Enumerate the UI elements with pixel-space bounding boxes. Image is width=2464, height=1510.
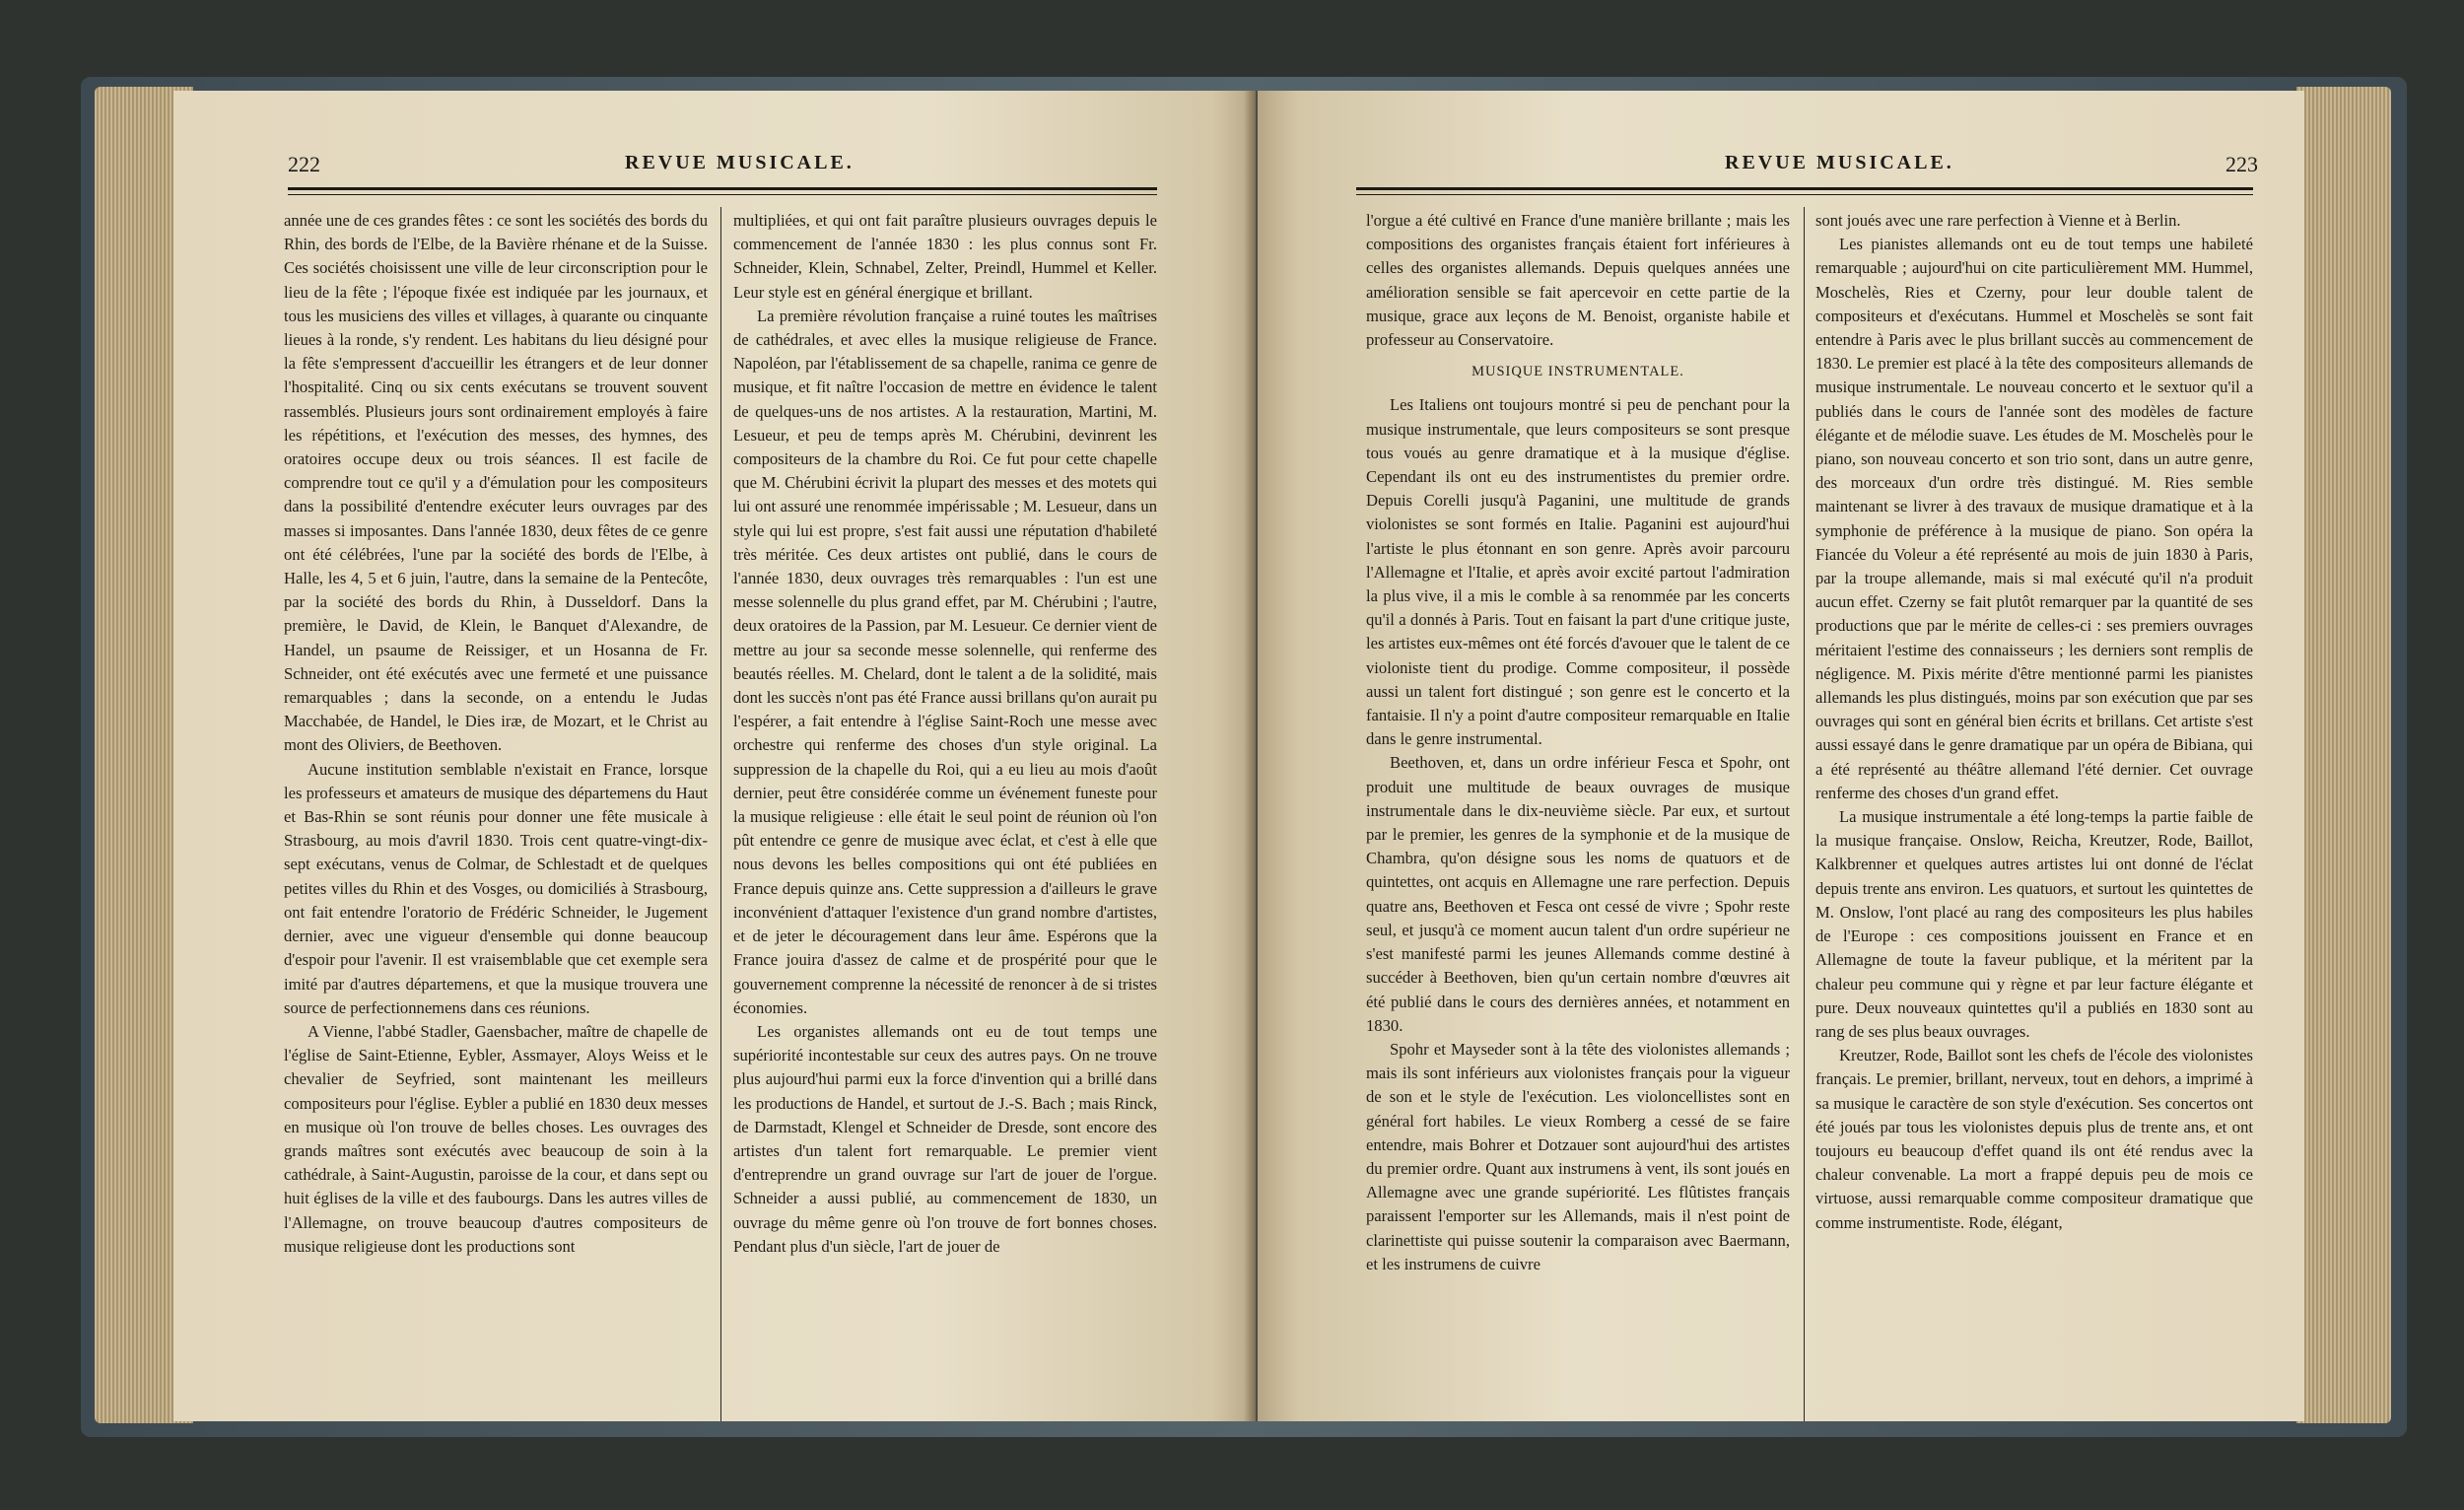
right-page-header — [1258, 152, 2304, 185]
page-edges-right — [2296, 87, 2391, 1423]
paragraph: année une de ces grandes fêtes : ce sont les sociétés des bords du Rhin, des bords de l'Elbe, de la Bavière rhénane et de la Suisse. Ces sociétés choisissent une ville de leur circonscription pour le lieu de la fête ; l'époque fixée est indiquée par les journaux, et tous les musiciens des villes et villages, à quarante ou cinquante lieues à la ronde, s'y rendent. Les habitans du lieu désigné pour la fête s'empressent d'accueillir les étrangers et de leur donner l'hospitalité. Cinq ou six cents exécutans se trouvent souvent rassemblés. Plusieurs jours sont ordinairement employés à faire les répétitions, et l'exécution des messes, des hymnes, des oratoires occupe deux ou trois séances. Il est facile de comprendre tout ce qu'il y a d'émulation pour les compositeurs dans la possibilité d'entendre exécuter leurs ouvrages par des masses si imposantes. Dans l'année 1830, deux fêtes de ce genre ont été célébrées, l'une par la société des bords de l'Elbe, à Halle, les 4, 5 et 6 juin, l'autre, dans la semaine de la Pentecôte, par la société des bords du Rhin, à Dusseldorf. Dans la première, le David, de Klein, le Banquet d'Alexandre, de Handel, un psaume de Reissiger, et un Hosanna de Fr. Schneider, ont été exécutés avec une fermeté et une puissance remarquables ; dans la seconde, on a entendu le Judas Macchabée, de Handel, le Dies iræ, de Mozart, et le Christ au mont des Oliviers, de Beethoven. — [284, 211, 708, 755]
paragraph: Spohr et Mayseder sont à la tête des violonistes allemands ; mais ils sont inférieurs aux violonistes français pour la vigueur de son et le style de l'exécution. Les violoncellistes sont en général fort habiles. Le vieux Romberg a cessé de se faire entendre, mais Bohrer et Dotzauer sont aujourd'hui des artistes du premier ordre. Quant aux instrumens à vent, ils sont joués en Allemagne avec une grande supériorité. Les flûtistes français paraissent l'emporter sur les Allemands, mais il n'est point de clarinettiste qui puisse soutenir la comparaison avec Baermann, et les instrumens de cuivre — [1366, 1039, 1790, 1273]
paragraph: Les pianistes allemands ont eu de tout temps une habileté remarquable ; aujourd'hui on cite particulièrement MM. Hummel, Moschelès, Ries et Czerny, pour leur double talent de compositeurs et d'exécutans. Hummel et Moschelès se sont fait entendre à Paris avec le plus brillant succès au commencement de 1830. Le premier est placé à la tête des compositeurs allemands de musique instrumentale. Le nouveau concerto et le sextuor qu'il a publiés dans le cours de l'année sont des modèles de facture élégante et de mélodie suave. Les études de M. Moschelès pour le piano, son nouveau concerto et son trio sont, dans un autre genre, des morceaux d'un ordre très distingué. M. Ries semble maintenant se livrer à des travaux de musique dramatique et à la symphonie de préférence à la musique de piano. Son opéra la Fiancée du Voleur a été représenté au mois de juin 1830 à Paris, par la troupe allemande, mais si mal exécuté qu'il n'a produit aucun effet. Czerny se fait plutôt remarquer par la quantité de ses productions que par le mérite de celles-ci : ses premiers ouvrages méritaient l'estime des connaisseurs ; les derniers sont remplis de négligence. M. Pixis mérite d'être mentionné parmi les pianistes allemands les plus distingués, moins par son exécution que par ses ouvrages qui sont en général bien écrits et brillans. Cet artiste s'est aussi essayé dans le genre dramatique par un opéra de Bibiana, qui a été représenté au théâtre allemand l'été dernier. Cet ouvrage renferme des choses d'un grand effet. — [1815, 235, 2253, 802]
paragraph: Les organistes allemands ont eu de tout temps une supériorité incontestable sur ceux des autres pays. On ne trouve plus aujourd'hui parmi eux la force d'invention qui a brillé dans les productions de Handel, et surtout de J.-S. Bach ; mais Rinck, de Darmstadt, Klengel et Schneider de Dresde, sont encore des artistes d'un talent fort remarquable. Le premier vient d'entreprendre un grand ouvrage sur l'art de jouer de l'orgue. Schneider a aussi publié, au commencement de 1830, un ouvrage du même genre où l'on trouve de fort bonnes choses. Pendant plus d'un siècle, l'art de jouer de — [733, 1021, 1157, 1256]
left-page-header — [173, 152, 1256, 185]
column-divider — [720, 207, 721, 1421]
page-number: 223 — [2225, 152, 2258, 176]
paragraph: La première révolution française a ruiné toutes les maîtrises de cathédrales, et avec elles la musique religieuse de France. Napoléon, par l'établissement de sa chapelle, ranima ce genre de musique, et fit naître l'occasion de mettre en évidence le talent de quelques-uns de nos artistes. A la restauration, Martini, M. Lesueur, et peu de temps après M. Chérubini, devinrent les compositeurs de la chambre du Roi. Ce fut pour cette chapelle que M. Chérubini écrivit la plupart des messes et des motets qui lui ont assuré une renommée impérissable ; M. Lesueur, dans un style qui lui est propre, s'est fait aussi une réputation d'habileté très méritée. Ces deux artistes ont publié, dans le cours de l'année 1830, deux ouvrages très remarquables : l'un est une messe solennelle du plus grand effet, par M. Chérubini ; l'autre, deux oratoires de la Passion, par M. Lesueur. Ce dernier vient de mettre au jour sa seconde messe solennelle, qui renferme des beautés réelles. M. Chelard, dont le talent a de la solidité, mais dont les succès n'ont pas été France aussi brillans qu'on aurait pu l'espérer, a fait entendre à l'église Saint-Roch une messe avec orchestre qui renferme des choses d'un style original. La suppression de la chapelle du Roi, qui a eu lieu au mois d'août dernier, peut être considérée comme un événement funeste pour la musique religieuse : elle était le seul point de réunion où l'on pût entendre ce genre de musique avec éclat, et c'est à elle que nous devons les belles compositions qui ont été publiées en France depuis quinze ans. Cette suppression a d'ailleurs le grave inconvénient d'attaquer l'existence d'un grand nombre d'artistes, et de jeter le découragement dans leur âme. Espérons que la France jouira d'assez de calme et de prospérité pour que le gouvernement comprenne la nécessité de renoncer à de si tristes économies. — [733, 306, 1157, 1017]
paragraph: l'orgue a été cultivé en France d'une manière brillante ; mais les compositions des organistes français étaient fort inférieures à celles des organistes allemands. Depuis quelques années une amélioration sensible se fait apercevoir en cette partie de la musique, grace aux leçons de M. Benoist, organiste habile et professeur au Conservatoire. — [1366, 211, 1790, 350]
paragraph: multipliées, et qui ont fait paraître plusieurs ouvrages depuis le commencement de l'année 1830 : les plus connus sont Fr. Schneider, Klein, Schnabel, Zelter, Preindl, Hummel et Keller. Leur style est en général énergique et brillant. — [733, 211, 1157, 302]
header-rule — [288, 187, 1157, 190]
page-number: 222 — [288, 152, 320, 176]
paragraph: Aucune institution semblable n'existait en France, lorsque les professeurs et amateurs de musique des départemens du Haut et Bas-Rhin se sont réunis pour donner une fête musicale à Strasbourg, au mois d'avril 1830. Trois cent quatre-vingt-dix-sept exécutans, venus de Colmar, de Schlestadt et de quelques petites villes du Rhin et des Vosges, ou domiciliés à Strasbourg, ont fait entendre l'oratorio de Frédéric Schneider, le Jugement dernier, avec une vigueur d'ensemble qui donne beaucoup d'espoir pour l'avenir. Il est vraisemblable que cet exemple sera imité par d'autres départemens, et que la musique trouvera une source de perfectionnemens dans ces réunions. — [284, 759, 708, 1017]
paragraph: La musique instrumentale a été long-temps la partie faible de la musique française. Onslow, Reicha, Kreutzer, Rode, Baillot, Kalkbrenner et quelques autres artistes lui ont donné de l'éclat depuis trente ans environ. Les quatuors, et surtout les quintettes de M. Onslow, l'ont placé au rang des compositeurs les plus habiles de l'Europe : ces compositions jouissent en France et en Allemagne de toute la faveur publique, et la méritent par la chaleur peu commune qui y règne et par leur facture élégante et pure. Deux nouveaux quintettes qu'il a publiés en 1830 sont au rang de ses plus beaux ouvrages. — [1815, 807, 2253, 1041]
running-title: REVUE MUSICALE. — [625, 152, 855, 173]
header-rule-thin — [1356, 194, 2253, 195]
header-rule — [1356, 187, 2253, 190]
section-heading: MUSIQUE INSTRUMENTALE. — [1472, 364, 1684, 380]
left-page — [173, 91, 1256, 1421]
paragraph: Beethoven, et, dans un ordre inférieur Fesca et Spohr, ont produit une multitude de beaux ouvrages de musique instrumentale dans le dix-neuvième siècle. Par eux, et surtout par le premier, les genres de la symphonie et de la musique de Chambra, qu'on désigne sous les noms de quatuors et de quintettes, ont acquis en Allemagne une rare perfection. Depuis quatre ans, Beethoven et Fesca ont cessé de vivre ; Spohr reste seul, et jusqu'à ce moment aucun talent d'un ordre supérieur ne s'est manifesté parmi les jeunes Allemands comme destiné à succéder à Beethoven, bien qu'un certain nombre d'œuvres ait été publié dans le cours des dernières années, et notamment en 1830. — [1366, 753, 1790, 1035]
text-column-2 — [1815, 209, 2253, 1417]
text-column-1 — [284, 209, 708, 1417]
column-divider — [1804, 207, 1805, 1421]
paragraph: Les Italiens ont toujours montré si peu de penchant pour la musique instrumentale, que leurs compositeurs se sont presque tous voués au genre dramatique et à la musique d'église. Cependant ils ont eu des instrumentistes du premier ordre. Depuis Corelli jusqu'à Paganini, une multitude de grands violonistes se sont formés en Italie. Paganini est aujourd'hui l'artiste le plus étonnant en son genre. Après avoir parcouru l'Allemagne et l'Italie, et après avoir excité partout l'admiration la plus vive, il a mis le comble à sa renommée par les concerts qu'il a donnés à Paris. Tout en faisant la part d'une critique juste, les artistes eux-mêmes ont été forcés d'avouer que le talent de ce violoniste tient du prodige. Comme compositeur, il possède aussi un talent fort distingué ; son genre est le concerto et la fantaisie. Il n'y a point d'autre compositeur remarquable en Italie dans le genre instrumental. — [1366, 395, 1790, 749]
paragraph: A Vienne, l'abbé Stadler, Gaensbacher, maître de chapelle de l'église de Saint-Etienne, Eybler, Assmayer, Aloys Weiss et le chevalier de Seyfried, sont maintenant les meilleurs compositeurs pour l'église. Eybler a publié en 1830 deux messes en musique où l'on trouve de belles choses. Les ouvrages des grands maîtres sont exécutés avec beaucoup de soin à la cathédrale, à Saint-Augustin, paroisse de la cour, et dans sept ou huit églises de la ville et des faubourgs. Dans les autres villes de l'Allemagne, on trouve beaucoup d'autres compositeurs de musique religieuse dont les productions sont — [284, 1021, 708, 1256]
text-column-2 — [733, 209, 1157, 1417]
text-column-1 — [1366, 209, 1790, 1417]
paragraph: sont joués avec une rare perfection à Vienne et à Berlin. — [1815, 211, 2181, 230]
running-title: REVUE MUSICALE. — [1725, 152, 1954, 173]
header-rule-thin — [288, 194, 1157, 195]
paragraph: Kreutzer, Rode, Baillot sont les chefs de l'école des violonistes français. Le premier, brillant, nerveux, tout en dehors, a imprimé à sa musique le caractère de son style d'exécution. Ses concertos ont été joués par tous les violonistes depuis plus de trente ans, et ont toujours eu beaucoup d'effet quand ils ont été rendus avec la chaleur convenable. La mort a frappé depuis peu de mois ce virtuose, aussi remarquable comme compositeur dramatique que comme instrumentiste. Rode, élégant, — [1815, 1046, 2253, 1232]
right-page — [1258, 91, 2304, 1421]
